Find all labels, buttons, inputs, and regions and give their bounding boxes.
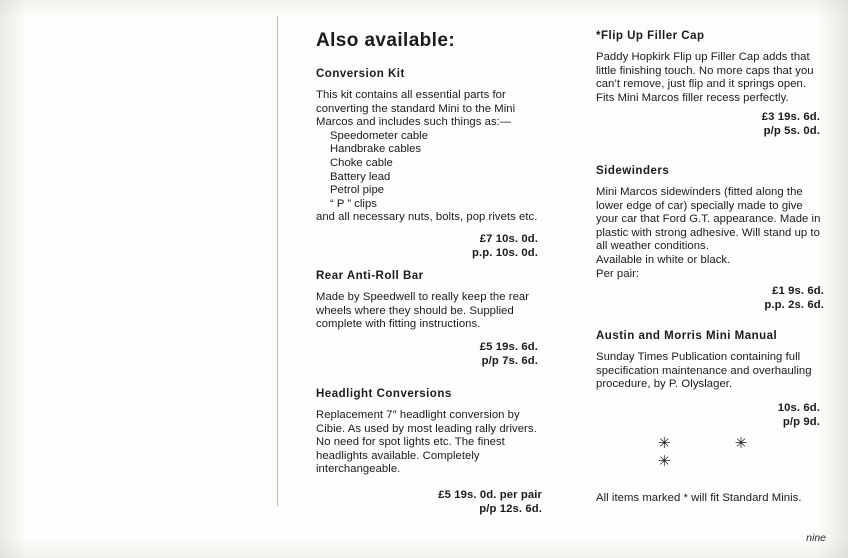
list-item: Battery lead	[330, 170, 391, 183]
section-paragraph: Replacement 7″ headlight conversion by Cibie. As used by most leading rally drivers. No need for spot lights etc. The finest headlights available. Completely interchangeable.	[316, 409, 537, 476]
price-line: £5 19s. 6d.	[479, 340, 538, 353]
section-paragraph: Paddy Hopkirk Flip up Filler Cap adds that little finishing touch. No more caps that you can’t remove, just flip and it springs open. Fits Mini Marcos filler recess perfectly.	[596, 51, 814, 104]
list-item: Petrol pipe	[330, 184, 385, 197]
section-conversion-kit	[316, 68, 538, 261]
list-item: Speedometer cable	[330, 129, 428, 142]
section-austin-morris-mini-manual	[596, 330, 820, 429]
section-flip-up-filler-cap	[596, 30, 820, 139]
postage-line: p/p 9d.	[782, 415, 820, 428]
postage-line: p.p. 10s. 0d.	[472, 246, 538, 259]
price-line: £7 10s. 0d.	[479, 232, 538, 245]
list-item: Handbrake cables	[330, 143, 422, 156]
postage-line: p/p 12s. 6d.	[479, 502, 542, 515]
section-title: Conversion Kit	[316, 68, 405, 80]
price-line: 10s. 6d.	[777, 401, 820, 414]
footnote-block	[596, 434, 824, 506]
footnote-text: All items marked * will fit Standard Minis.	[596, 492, 802, 504]
section-paragraph: Sunday Times Publication containing full specification maintenance and overhauling procedure, by P. Olyslager.	[596, 351, 812, 391]
section-title: Rear Anti-Roll Bar	[316, 270, 424, 282]
section-paragraph: Available in white or black.	[596, 253, 731, 266]
price-line: £5 19s. 0d. per pair	[438, 488, 542, 501]
list-item: Choke cable	[330, 156, 393, 169]
section-title: Headlight Conversions	[316, 388, 452, 400]
section-title: *Flip Up Filler Cap	[596, 30, 705, 42]
section-sidewinders	[596, 165, 824, 313]
postage-line: p.p. 2s. 6d.	[764, 298, 824, 311]
section-rear-anti-roll-bar	[316, 270, 538, 368]
price-line: £1 9s. 6d.	[772, 285, 824, 298]
section-headlight-conversions	[316, 388, 542, 517]
section-paragraph: Made by Speedwell to really keep the rear wheels where they should be. Supplied complete with fitting instructions.	[316, 291, 530, 331]
section-paragraph: This kit contains all essential parts for converting the standard Mini to the Mini Marcos and includes such things as:—	[316, 89, 516, 129]
postage-line: p/p 5s. 0d.	[763, 125, 820, 138]
postage-line: p/p 7s. 6d.	[481, 354, 538, 367]
page-title: Also available:	[316, 30, 456, 51]
asterisk-separator-icon: ✳ ✳ ✳	[658, 435, 778, 470]
section-paragraph: Per pair:	[596, 267, 640, 280]
page-heading-block	[316, 30, 550, 52]
section-title: Sidewinders	[596, 165, 670, 177]
list-item: “ P ” clips	[330, 197, 377, 210]
section-paragraph: Mini Marcos sidewinders (fitted along the lower edge of car) specially made to give your car that Ford G.T. appearance. Made in plastic with strong adhesive. Will stand up to all weather conditions.	[596, 186, 821, 253]
section-paragraph-after-list: and all necessary nuts, bolts, pop rivets etc.	[316, 211, 538, 224]
page-folio: nine	[806, 532, 826, 544]
conversion-kit-parts-list	[316, 130, 538, 212]
section-title: Austin and Morris Mini Manual	[596, 330, 778, 342]
price-line: £3 19s. 6d.	[761, 111, 820, 124]
column-divider-rule	[277, 16, 278, 506]
